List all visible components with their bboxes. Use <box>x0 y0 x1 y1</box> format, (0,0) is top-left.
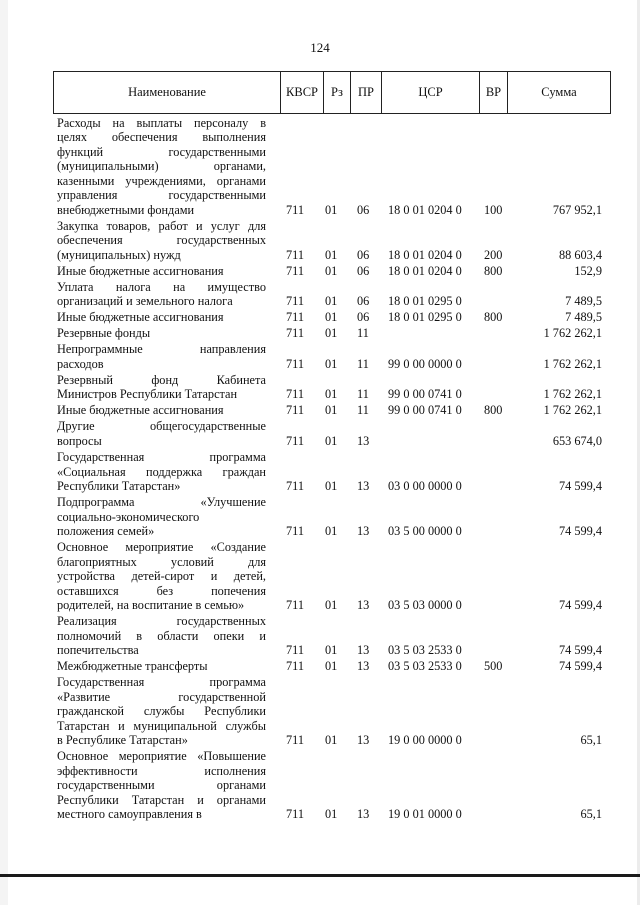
row-name-line: расходов <box>57 356 104 371</box>
pr-cell: 13 <box>357 524 370 539</box>
rz-cell: 01 <box>325 202 338 217</box>
rz-cell: 01 <box>325 733 338 748</box>
pr-cell: 11 <box>357 326 369 341</box>
sum-cell: 767 952,1 <box>552 202 602 217</box>
row-name-line: Другие общегосударственные <box>57 419 266 434</box>
csr-cell: 03 0 00 0000 0 <box>388 479 462 493</box>
csr-cell: 99 0 00 0741 0 <box>388 403 462 418</box>
kvsr-cell: 711 <box>286 356 304 371</box>
sum-cell: 1 762 262,1 <box>543 356 602 371</box>
row-name-line: местного самоуправления в <box>57 807 202 822</box>
sum-cell: 1 762 262,1 <box>543 403 602 418</box>
row-name-line: Государственная программа <box>57 675 266 690</box>
row-name-line: родителей, на воспитание в семью» <box>57 598 245 613</box>
table-row <box>0 219 640 263</box>
table-row <box>0 675 640 748</box>
kvsr-cell: 711 <box>286 202 304 217</box>
vr-cell: 100 <box>484 202 503 217</box>
row-name-line: обеспечения государственных <box>57 233 266 248</box>
rz-cell: 01 <box>325 433 338 448</box>
page-number: 124 <box>310 40 330 55</box>
row-name-line: устройства детей-сирот и детей, <box>57 569 266 584</box>
pr-cell: 13 <box>357 643 370 658</box>
sum-cell: 65,1 <box>580 807 602 822</box>
row-name-line: положения семей» <box>57 524 155 539</box>
sum-cell: 74 599,4 <box>558 659 602 674</box>
rz-cell: 01 <box>325 310 338 325</box>
row-name-line: Государственная программа <box>57 450 266 464</box>
csr-cell: 99 0 00 0000 0 <box>388 356 462 371</box>
pr-cell: 06 <box>357 263 370 278</box>
sum-cell: 7 489,5 <box>565 310 602 325</box>
table-row <box>0 373 640 402</box>
pr-cell: 06 <box>357 310 370 325</box>
row-name-line: Расходы на выплаты персоналу в <box>57 115 266 130</box>
row-name-line: Республики Татарстан и органами <box>57 792 266 807</box>
rz-cell: 01 <box>325 356 338 371</box>
row-name-line: Основное мероприятие «Повышение <box>57 749 266 764</box>
kvsr-cell: 711 <box>286 733 304 748</box>
row-name-line: казенными учреждениями, органами <box>57 173 266 188</box>
row-name-line: (муниципальными) органами, <box>57 159 266 173</box>
csr-cell: 19 0 01 0000 0 <box>388 807 462 822</box>
sum-cell: 88 603,4 <box>558 247 602 262</box>
pr-cell: 13 <box>357 433 370 448</box>
pr-cell: 13 <box>357 479 370 493</box>
kvsr-cell: 711 <box>286 403 304 418</box>
csr-cell: 03 5 03 0000 0 <box>388 598 462 613</box>
kvsr-cell: 711 <box>286 479 304 493</box>
row-name-line: функций государственными <box>57 144 266 159</box>
csr-cell: 99 0 00 0741 0 <box>388 387 462 402</box>
row-name-line: попечительства <box>57 643 139 658</box>
row-name-line: Иные бюджетные ассигнования <box>57 263 224 278</box>
kvsr-cell: 711 <box>286 310 304 325</box>
csr-cell: 18 0 01 0204 0 <box>388 247 462 262</box>
row-name-line: оставшихся без попечения <box>57 583 266 598</box>
row-name-line: эффективности исполнения <box>57 763 266 778</box>
row-name-line: Непрограммные направления <box>57 342 266 357</box>
rz-cell: 01 <box>325 263 338 278</box>
table-row <box>0 310 640 325</box>
row-name-line: Республики Татарстан» <box>57 479 181 493</box>
sum-cell: 74 599,4 <box>558 643 602 658</box>
row-name-line: Реализация государственных <box>57 614 266 629</box>
table-row <box>0 659 640 674</box>
row-name-line: организаций и земельного налога <box>57 294 233 309</box>
csr-cell: 18 0 01 0295 0 <box>388 294 462 309</box>
row-name-line: социально-экономического <box>57 509 200 524</box>
rz-cell: 01 <box>325 807 338 822</box>
table-row <box>0 264 640 279</box>
csr-cell: 03 5 00 0000 0 <box>388 524 462 539</box>
table-row <box>0 419 640 448</box>
rz-cell: 01 <box>325 247 338 262</box>
row-name-line: Резервные фонды <box>57 326 151 341</box>
table-row <box>0 749 640 822</box>
header-pr: ПР <box>350 72 381 113</box>
kvsr-cell: 711 <box>286 659 304 674</box>
pr-cell: 06 <box>357 294 370 309</box>
sum-cell: 74 599,4 <box>558 524 602 539</box>
csr-cell: 18 0 01 0295 0 <box>388 310 462 325</box>
table-row <box>0 540 640 613</box>
pr-cell: 13 <box>357 807 370 822</box>
rz-cell: 01 <box>325 326 338 341</box>
rz-cell: 01 <box>325 479 338 493</box>
table-row <box>0 403 640 418</box>
header-name: Наименование <box>128 85 206 99</box>
pr-cell: 11 <box>357 403 369 418</box>
csr-cell: 19 0 00 0000 0 <box>388 733 462 748</box>
rz-cell: 01 <box>325 294 338 309</box>
table-row <box>0 116 640 218</box>
rz-cell: 01 <box>325 643 338 658</box>
pr-cell: 06 <box>357 247 370 262</box>
vr-cell: 800 <box>484 263 503 278</box>
scan-bottom-border <box>0 874 640 877</box>
kvsr-cell: 711 <box>286 524 304 539</box>
sum-cell: 1 762 262,1 <box>543 387 602 402</box>
row-name-line: «Социальная поддержка граждан <box>57 464 266 479</box>
pr-cell: 13 <box>357 598 370 613</box>
sum-cell: 74 599,4 <box>558 479 602 493</box>
csr-cell: 18 0 01 0204 0 <box>388 202 462 217</box>
row-name-line: (муниципальных) нужд <box>57 247 181 262</box>
rz-cell: 01 <box>325 659 338 674</box>
csr-cell: 18 0 01 0204 0 <box>388 263 462 278</box>
kvsr-cell: 711 <box>286 807 304 822</box>
vr-cell: 200 <box>484 247 503 262</box>
row-name-line: Основное мероприятие «Создание <box>57 540 266 555</box>
row-name-line: Закупка товаров, работ и услуг для <box>57 218 266 233</box>
csr-cell: 03 5 03 2533 0 <box>388 659 462 674</box>
sum-cell: 1 762 262,1 <box>543 326 602 341</box>
rz-cell: 01 <box>325 403 338 418</box>
row-name-line: управления государственными <box>57 188 266 202</box>
row-name-line: в Республике Татарстан» <box>57 733 188 748</box>
row-name-line: Министров Республики Татарстан <box>57 387 238 402</box>
pr-cell: 11 <box>357 387 369 402</box>
row-name-line: Резервный фонд Кабинета <box>57 372 266 387</box>
sum-cell: 152,9 <box>574 263 602 278</box>
table-header <box>53 71 611 114</box>
table-row <box>0 614 640 658</box>
row-name-line: Татарстан и муниципальной службы <box>57 718 266 733</box>
row-name-line: Иные бюджетные ассигнования <box>57 403 224 418</box>
kvsr-cell: 711 <box>286 263 304 278</box>
row-name-line: вопросы <box>57 433 102 448</box>
row-name-line: внебюджетными фондами <box>57 202 195 217</box>
vr-cell: 800 <box>484 310 503 325</box>
row-name-line: государственными органами <box>57 778 266 793</box>
row-name-line: Уплата налога на имущество <box>57 279 266 294</box>
table-row <box>0 326 640 341</box>
pr-cell: 13 <box>357 733 370 748</box>
kvsr-cell: 711 <box>286 294 304 309</box>
row-name-line: «Развитие государственной <box>57 689 266 704</box>
header-kvsr: КВСР <box>280 72 323 113</box>
kvsr-cell: 711 <box>286 387 304 402</box>
table-row <box>0 280 640 309</box>
sum-cell: 74 599,4 <box>558 598 602 613</box>
row-name-line: Иные бюджетные ассигнования <box>57 310 224 325</box>
table-row <box>0 342 640 371</box>
header-rz: Рз <box>323 72 350 113</box>
vr-cell: 800 <box>484 403 503 418</box>
vr-cell: 500 <box>484 659 503 674</box>
sum-cell: 7 489,5 <box>565 294 602 309</box>
row-name-line: Подпрограмма «Улучшение <box>57 495 266 510</box>
row-name-line: гражданской службы Республики <box>57 704 266 719</box>
sum-cell: 653 674,0 <box>552 433 602 448</box>
pr-cell: 11 <box>357 356 369 371</box>
header-sum: Сумма <box>507 72 610 113</box>
header-csr: ЦСР <box>381 72 479 113</box>
row-name-line: целях обеспечения выполнения <box>57 130 266 144</box>
pr-cell: 06 <box>357 202 370 217</box>
rz-cell: 01 <box>325 598 338 613</box>
kvsr-cell: 711 <box>286 247 304 262</box>
table-row <box>0 495 640 539</box>
table-row <box>0 450 640 494</box>
sum-cell: 65,1 <box>580 733 602 748</box>
rz-cell: 01 <box>325 387 338 402</box>
header-vr: ВР <box>479 72 507 113</box>
kvsr-cell: 711 <box>286 433 304 448</box>
row-name-line: Межбюджетные трансферты <box>57 659 208 674</box>
kvsr-cell: 711 <box>286 326 304 341</box>
rz-cell: 01 <box>325 524 338 539</box>
csr-cell: 03 5 03 2533 0 <box>388 643 462 658</box>
row-name-line: полномочий в области опеки и <box>57 628 266 643</box>
kvsr-cell: 711 <box>286 643 304 658</box>
pr-cell: 13 <box>357 659 370 674</box>
kvsr-cell: 711 <box>286 598 304 613</box>
row-name-line: благоприятных условий для <box>57 554 266 569</box>
